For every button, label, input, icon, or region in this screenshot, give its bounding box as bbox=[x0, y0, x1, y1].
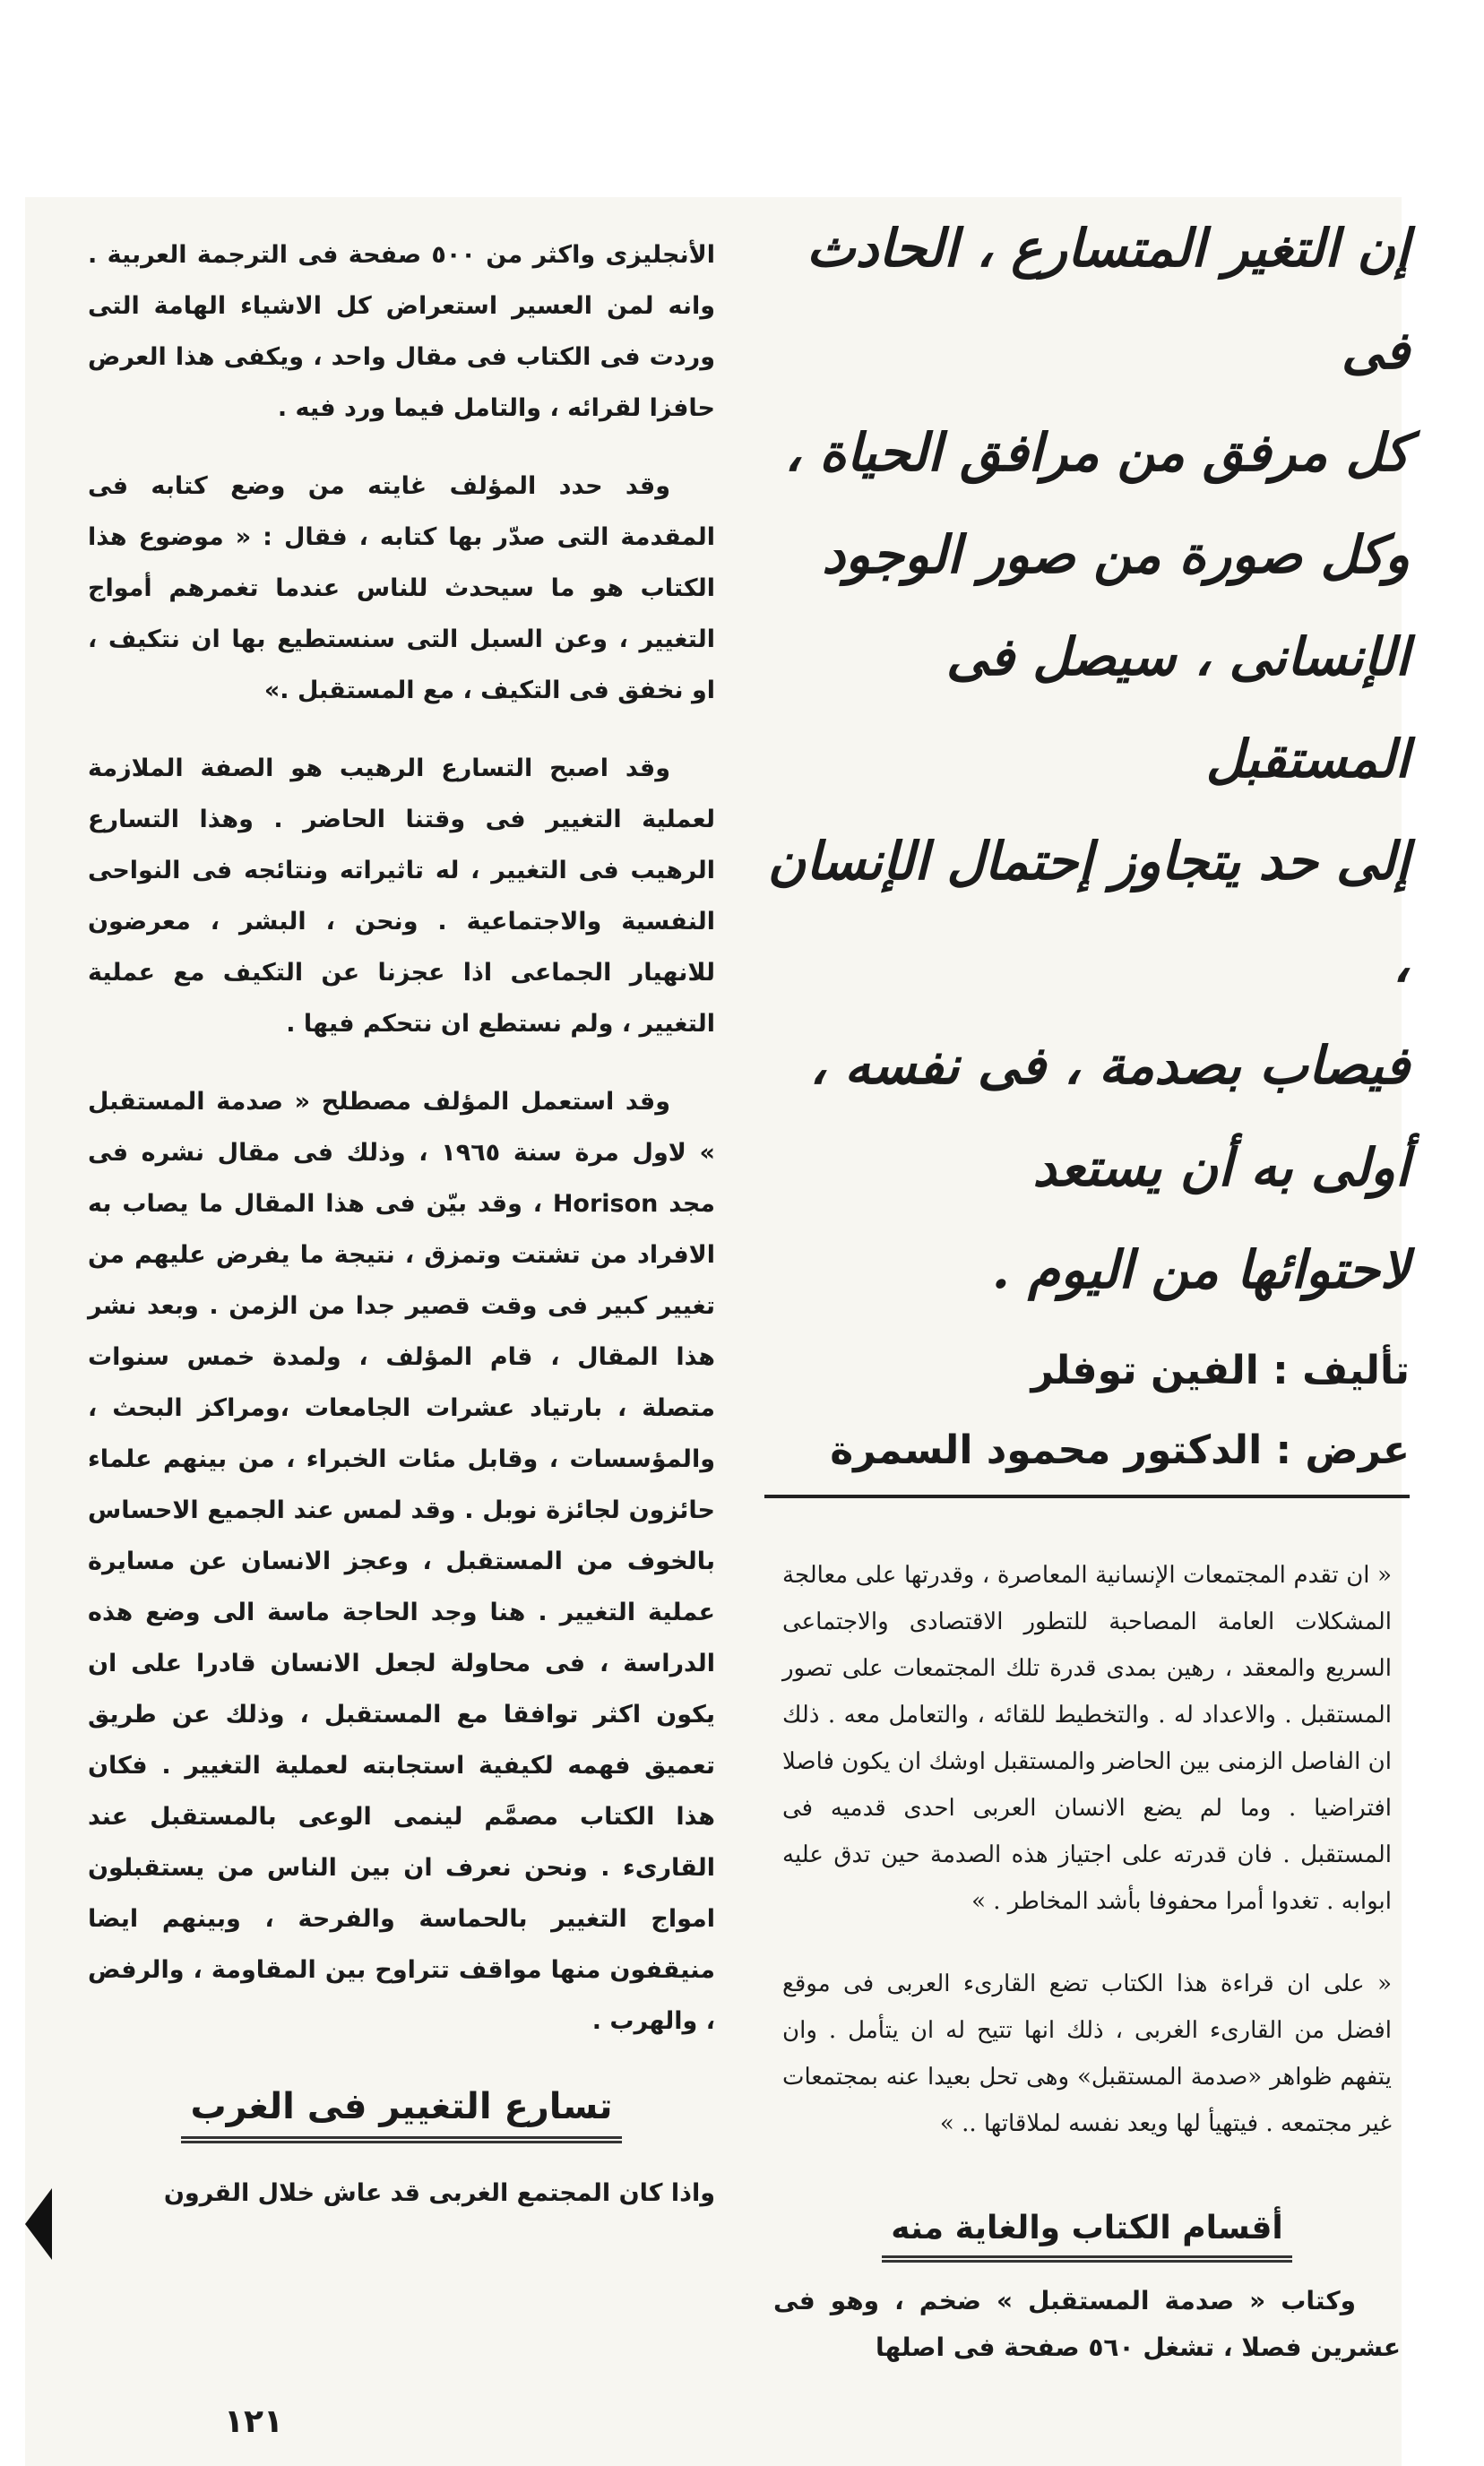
body-paragraph: واذا كان المجتمع الغربى قد عاش خلال القرون bbox=[163, 2179, 715, 2207]
body-paragraph: الأنجليزى واكثر من ٥٠٠ صفحة فى الترجمة العربية . وانه لمن العسير استعراض كل الاشياء الهامة التى وردت فى الكتاب فى مقال واحد ، ويكفى هذا العرض حافزا لقرائه ، والتامل فيما ورد فيه . bbox=[88, 241, 716, 422]
left-triangle-icon bbox=[25, 2188, 52, 2260]
magazine-page bbox=[25, 197, 1410, 2466]
section-heading: أقسام الكتاب والغاية منه bbox=[882, 2210, 1291, 2258]
reviewer-credit: عرض : الدكتور محمود السمرة bbox=[764, 1427, 1410, 1498]
pull-quote bbox=[764, 197, 1410, 1321]
pull-quote-line: فيصاب بصدمة ، فى نفسه ، bbox=[809, 1035, 1410, 1096]
body-paragraph: وكتاب « صدمة المستقبل » ضخم ، وهو فى عشرين فصلا ، تشغل ٥٦٠ صفحة فى اصلها bbox=[773, 2286, 1401, 2362]
excerpt-paragraph: « على ان قراءة هذا الكتاب تضع القارىء العربى فى موقع افضل من القارىء الغربى ، ذلك انها تتيح له ان يتأمل . وان يتفهم ظواهر «صدمة المستقبل» وهى تحل بعيدا عنه بمجتمعات غير مجتمعه . فيتهيأ لها ويعد نفسه لملاقاتها .. » bbox=[782, 1970, 1392, 2137]
page-number: ١٢١ bbox=[224, 2403, 283, 2440]
pull-quote-line: كل مرفق من مرافق الحياة ، bbox=[784, 422, 1410, 483]
pull-quote-line: لاحتوائها من اليوم . bbox=[991, 1239, 1410, 1300]
author-credit: تأليف : الفين توفلر bbox=[1031, 1348, 1410, 1393]
pull-quote-line: الإنسانى ، سيصل فى المستقبل bbox=[945, 626, 1410, 789]
section-heading-container bbox=[88, 2086, 715, 2139]
pull-quote-line: إن التغير المتسارع ، الحادث فى bbox=[806, 218, 1410, 381]
pull-quote-line: أولى به أن يستعد bbox=[1032, 1137, 1410, 1198]
body-paragraph: وقد استعمل المؤلف مصطلح « صدمة المستقبل » لاول مرة سنة ١٩٦٥ ، وذلك فى مقال نشره فى مجد Horison ، وقد بيّن فى هذا المقال ما يصاب به الافراد من تشتت وتمزق ، نتيجة ما يفرض عليهم من تغيير كبير فى وقت قصير جدا من الزمن . وبعد نشر هذا المقال ، قام المؤلف ، ولمدة خمس سنوات متصلة ، بارتياد عشرات الجامعات ،ومراكز البحث ، والمؤسسات ، وقابل مئات الخبراء ، من بينهم علماء حائزون لجائزة نوبل . وقد لمس عند الجميع الاحساس بالخوف من المستقبل ، وعجز الانسان عن مسايرة عملية التغيير . هنا وجد الحاجة ماسة الى وضع هذه الدراسة ، فى محاولة لجعل الانسان قادرا على ان يكون اكثر توافقا مع المستقبل ، وذلك عن طريق تعميق فهمه لكيفية استجابته لعملية التغيير . فكان هذا الكتاب مصمَّم لينمى الوعى بالمستقبل عند القارىء . ونحن نعرف ان بين الناس من يستقبلون امواج التغيير بالحماسة والفرحة ، وبينهم ايضا منيقفون منها مواقف تتراوح بين المقاومة ، والرفض ، والهرب . bbox=[88, 1088, 716, 2035]
body-paragraph: وقد اصبح التسارع الرهيب هو الصفة الملازمة لعملية التغيير فى وقتنا الحاضر . وهذا التسارع الرهيب فى التغيير ، له تاثيراته ونتائجه فى النواحى النفسية والاجتماعية . ونحن ، البشر ، معرضون للانهيار الجماعى اذا عجزنا عن التكيف مع عملية التغيير ، ولم نستطع ان نتحكم فيها . bbox=[88, 754, 715, 1038]
section-heading: تسارع التغيير فى الغرب bbox=[181, 2086, 621, 2139]
body-paragraph: وقد حدد المؤلف غايته من وضع كتابه فى المقدمة التى صدّر بها كتابه ، فقال : « موضوع هذا الكتاب هو ما سيحدث للناس عندما تغمرهم أمواج التغيير ، وعن السبل التى سنستطيع بها ان نتكيف ، او نخفق فى التكيف ، مع المستقبل .» bbox=[88, 472, 715, 704]
pull-quote-line: وكل صورة من صور الوجود bbox=[822, 524, 1410, 585]
pull-quote-line: إلى حد يتجاوز إحتمال الإنسان ، bbox=[767, 831, 1410, 994]
excerpt-paragraph: « ان تقدم المجتمعات الإنسانية المعاصرة ، وقدرتها على معالجة المشكلات العامة المصاحبة للتطور الاقتصادى والاجتماعى السريع والمعقد ، رهين بمدى قدرة تلك المجتمعات على تصور المستقبل . والاعداد له . والتخطيط للقائه ، والتعامل معه . ذلك ان الفاصل الزمنى بين الحاضر والمستقبل اوشك ان يكون فاصلا افتراضيا . وما لم يضع الانسان العربى احدى قدميه فى المستقبل . فان قدرته على اجتياز هذه الصدمة حين تدق عليه ابوابه . تغدوا أمرا محفوفا بأشد المخاطر . » bbox=[782, 1562, 1392, 1915]
right-column bbox=[764, 197, 1410, 2371]
left-column bbox=[88, 229, 715, 2219]
section-heading-container bbox=[764, 2210, 1410, 2258]
